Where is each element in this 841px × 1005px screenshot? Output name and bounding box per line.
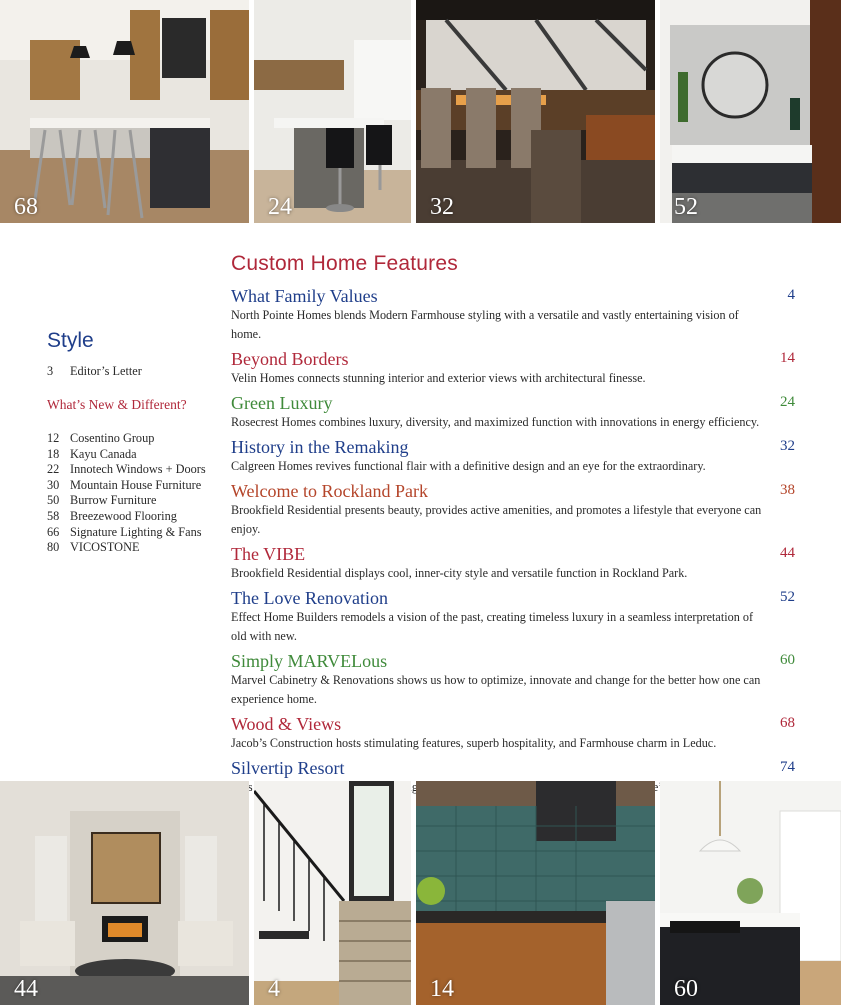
style-item-label: Signature Lighting & Fans bbox=[70, 524, 202, 539]
style-list-item[interactable] bbox=[47, 525, 202, 540]
photo-kitchen-island[interactable] bbox=[0, 0, 249, 223]
style-item-label: Burrow Furniture bbox=[70, 493, 157, 508]
style-item-page: 50 bbox=[47, 493, 60, 508]
feature-entry[interactable] bbox=[231, 588, 797, 646]
feature-description: North Pointe Homes blends Modern Farmhouse styling with a versatile and vastly entertaining vision of home. bbox=[231, 308, 739, 341]
photo-kitchen-stools[interactable] bbox=[254, 0, 411, 223]
editor-letter-page: 3 bbox=[47, 364, 54, 378]
style-item-label: Cosentino Group bbox=[70, 431, 155, 445]
feature-page-number: 52 bbox=[780, 589, 795, 605]
style-item-page: 80 bbox=[47, 540, 60, 555]
living-room-image bbox=[0, 781, 249, 1005]
feature-title[interactable]: Beyond Borders bbox=[231, 349, 349, 369]
features-list bbox=[231, 286, 797, 802]
style-list-item[interactable] bbox=[47, 509, 177, 524]
style-item-page: 66 bbox=[47, 524, 60, 539]
style-item-label: Breezewood Flooring bbox=[70, 509, 177, 523]
feature-entry[interactable] bbox=[231, 286, 797, 344]
style-list-item[interactable] bbox=[47, 493, 156, 508]
style-list-item[interactable] bbox=[47, 431, 154, 446]
photo-page-number: 52 bbox=[674, 194, 698, 220]
feature-title[interactable]: Welcome to Rockland Park bbox=[231, 481, 428, 501]
feature-title[interactable]: The Love Renovation bbox=[231, 588, 388, 608]
feature-entry[interactable] bbox=[231, 651, 797, 709]
feature-title[interactable]: History in the Remaking bbox=[231, 437, 409, 457]
whats-new-heading: What’s New & Different? bbox=[47, 397, 187, 412]
feature-entry[interactable] bbox=[231, 481, 797, 539]
feature-title[interactable]: The VIBE bbox=[231, 544, 306, 564]
feature-page-number: 32 bbox=[780, 438, 795, 454]
photo-page-number: 68 bbox=[14, 194, 38, 220]
style-item-page: 30 bbox=[47, 477, 60, 492]
feature-title[interactable]: What Family Values bbox=[231, 286, 378, 306]
dark-kitchen-image bbox=[416, 0, 655, 223]
feature-title[interactable]: Green Luxury bbox=[231, 393, 333, 413]
style-item-page: 12 bbox=[47, 431, 60, 445]
style-list-item[interactable] bbox=[47, 447, 137, 462]
editor-letter-label: Editor’s Letter bbox=[70, 364, 142, 378]
feature-entry[interactable] bbox=[231, 437, 797, 476]
photo-staircase[interactable] bbox=[254, 781, 411, 1005]
style-item-page: 58 bbox=[47, 509, 60, 523]
feature-description: Effect Home Builders remodels a vision of the past, creating timeless luxury in a seamless interpretation of old with new. bbox=[231, 610, 754, 643]
style-list-item[interactable] bbox=[47, 540, 139, 555]
feature-title[interactable]: Wood & Views bbox=[231, 714, 342, 734]
style-item-label: Kayu Canada bbox=[70, 446, 137, 461]
photo-page-number: 60 bbox=[674, 976, 698, 1002]
feature-description: Velin Homes connects stunning interior and exterior views with architectural finesse. bbox=[231, 371, 646, 385]
feature-title[interactable]: Silvertip Resort bbox=[231, 758, 345, 778]
feature-page-number: 60 bbox=[780, 652, 795, 668]
staircase-image bbox=[254, 781, 411, 1005]
feature-description: Rosecrest Homes combines luxury, diversity, and maximized function with innovations in energy efficiency. bbox=[231, 415, 760, 429]
photo-page-number: 32 bbox=[430, 194, 454, 220]
feature-page-number: 74 bbox=[780, 759, 795, 775]
style-item-page: 22 bbox=[47, 462, 60, 477]
kitchen-stools-image bbox=[254, 0, 411, 223]
style-item-label: Mountain House Furniture bbox=[70, 477, 202, 492]
feature-page-number: 24 bbox=[780, 394, 795, 410]
feature-description: Calgreen Homes revives functional flair with a definitive design and an eye for the extraordinary. bbox=[231, 459, 706, 473]
white-kitchen-image bbox=[660, 781, 841, 1005]
feature-description: Marvel Cabinetry & Renovations shows us how to optimize, innovate and change for the better how one can experience home. bbox=[231, 673, 761, 706]
feature-page-number: 44 bbox=[780, 545, 795, 561]
photo-dark-kitchen[interactable] bbox=[416, 0, 655, 223]
feature-description: Jacob’s Construction hosts stimulating features, superb hospitality, and Farmhouse charm in Leduc. bbox=[231, 736, 717, 750]
photo-page-number: 4 bbox=[268, 976, 280, 1002]
bathroom-image bbox=[660, 0, 841, 223]
feature-description: Brookfield Residential displays cool, inner-city style and versatile function in Rockland Park. bbox=[231, 566, 688, 580]
style-item-page: 18 bbox=[47, 446, 60, 461]
green-tile-kitchen-image bbox=[416, 781, 655, 1005]
photo-page-number: 14 bbox=[430, 976, 454, 1002]
style-heading: Style bbox=[47, 329, 94, 352]
feature-title[interactable]: Simply MARVELous bbox=[231, 651, 388, 671]
feature-entry[interactable] bbox=[231, 393, 797, 432]
photo-page-number: 44 bbox=[14, 976, 38, 1002]
feature-page-number: 68 bbox=[780, 715, 795, 731]
style-item-label: Innotech Windows + Doors bbox=[70, 462, 206, 477]
feature-page-number: 14 bbox=[780, 350, 795, 366]
feature-page-number: 38 bbox=[780, 482, 795, 498]
style-list-item[interactable] bbox=[47, 462, 206, 477]
feature-entry[interactable] bbox=[231, 714, 797, 753]
style-list-item[interactable] bbox=[47, 478, 201, 493]
photo-living-room[interactable] bbox=[0, 781, 249, 1005]
feature-description: Brookfield Residential presents beauty, provides active amenities, and promotes a lifestyle that everyone can enjoy. bbox=[231, 503, 762, 536]
photo-page-number: 24 bbox=[268, 194, 292, 220]
feature-entry[interactable] bbox=[231, 544, 797, 583]
kitchen-island-image bbox=[0, 0, 249, 223]
photo-white-kitchen[interactable] bbox=[660, 781, 841, 1005]
features-heading: Custom Home Features bbox=[231, 252, 458, 275]
feature-entry[interactable] bbox=[231, 349, 797, 388]
style-item-label: VICOSTONE bbox=[70, 540, 140, 555]
photo-bathroom[interactable] bbox=[660, 0, 841, 223]
editor-letter-row[interactable] bbox=[47, 364, 142, 379]
photo-green-tile-kitchen[interactable] bbox=[416, 781, 655, 1005]
feature-page-number: 4 bbox=[787, 287, 795, 303]
